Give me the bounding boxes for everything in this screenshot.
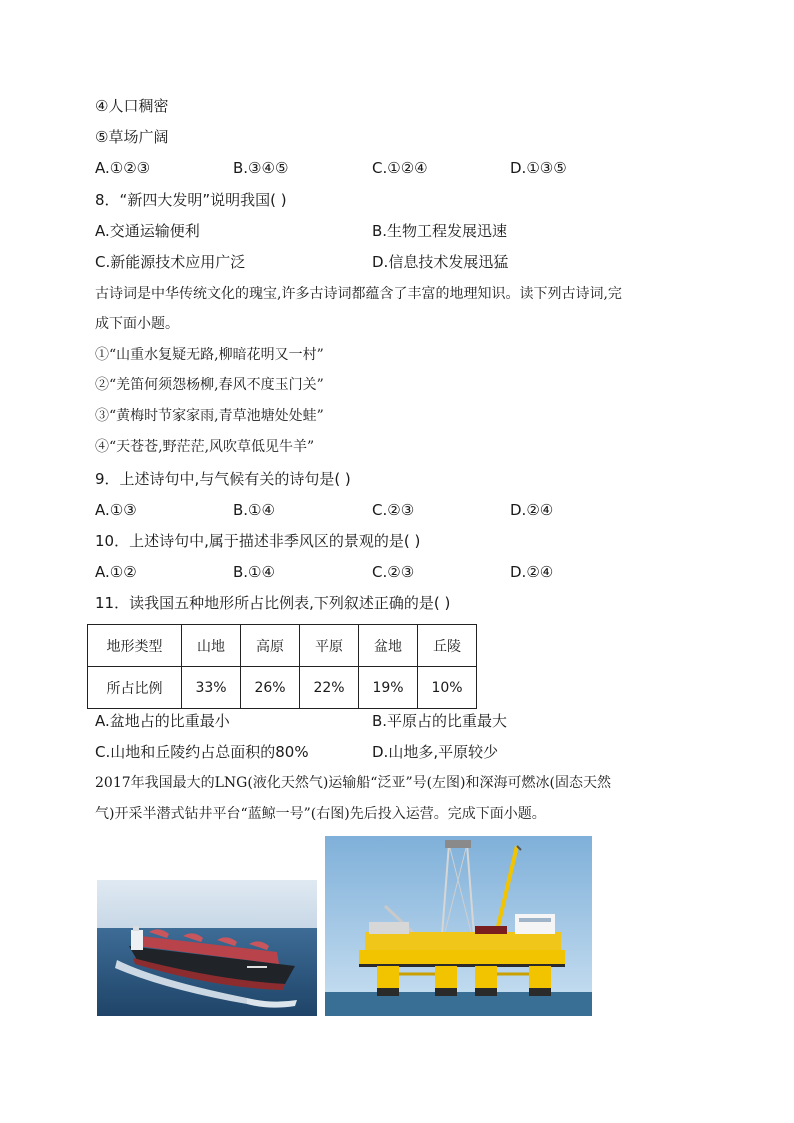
table-row [88, 667, 477, 709]
terrain-ratio-table [87, 624, 477, 709]
q8-option-c: C.新能源技术应用广泛 [95, 253, 246, 271]
q9-option-c: C.②③ [372, 501, 415, 519]
q10-option-b: B.①④ [233, 563, 275, 581]
table-cell: 盆地 [359, 625, 418, 667]
q11-option-d: D.山地多,平原较少 [372, 743, 499, 761]
q9-option-d: D.②④ [510, 501, 554, 519]
table-cell: 山地 [182, 625, 241, 667]
q8-option-a: A.交通运输便利 [95, 222, 200, 240]
q8-stem: 8．“新四大发明”说明我国( ) [95, 191, 287, 209]
q7-option-b: B.③④⑤ [233, 159, 289, 177]
table-cell: 10% [418, 667, 477, 709]
poem-1: ①“山重水复疑无路,柳暗花明又一村” [95, 347, 324, 363]
table-cell: 19% [359, 667, 418, 709]
q10-stem: 10．上述诗句中,属于描述非季风区的景观的是( ) [95, 532, 421, 550]
q7-option-d: D.①③⑤ [510, 159, 567, 177]
table-cell: 33% [182, 667, 241, 709]
q10-option-a: A.①② [95, 563, 137, 581]
q7-option-a: A.①②③ [95, 159, 151, 177]
table-cell: 22% [300, 667, 359, 709]
q7-item-5: ⑤草场广阔 [95, 128, 169, 146]
ship-illustration [97, 880, 317, 1016]
lng-intro-line2: 气)开采半潜式钻井平台“蓝鲸一号”(右图)先后投入运营。完成下面小题。 [95, 806, 546, 822]
poem-intro-line2: 成下面小题。 [95, 316, 179, 332]
lng-intro-line1: 2017年我国最大的LNG(液化天然气)运输船“泛亚”号(左图)和深海可燃冰(固态天然 [95, 775, 611, 791]
q11-stem: 11．读我国五种地形所占比例表,下列叙述正确的是( ) [95, 594, 451, 612]
q10-option-d: D.②④ [510, 563, 554, 581]
q9-option-b: B.①④ [233, 501, 275, 519]
poem-3: ③“黄梅时节家家雨,青草池塘处处蛙” [95, 408, 324, 424]
table-header-cell: 所占比例 [88, 667, 182, 709]
table-header-cell: 地形类型 [88, 625, 182, 667]
q10-option-c: C.②③ [372, 563, 415, 581]
q8-option-b: B.生物工程发展迅速 [372, 222, 508, 240]
q11-option-b: B.平原占的比重最大 [372, 712, 508, 730]
q11-option-c: C.山地和丘陵约占总面积的80% [95, 743, 309, 761]
q8-option-d: D.信息技术发展迅猛 [372, 253, 509, 271]
q11-option-a: A.盆地占的比重最小 [95, 712, 230, 730]
table-row [88, 625, 477, 667]
table-cell: 平原 [300, 625, 359, 667]
drilling-platform-image [325, 836, 592, 1016]
table-cell: 丘陵 [418, 625, 477, 667]
poem-2: ②“羌笛何须怨杨柳,春风不度玉门关” [95, 377, 324, 393]
q7-option-c: C.①②④ [372, 159, 428, 177]
q7-item-4: ④人口稠密 [95, 97, 169, 115]
platform-illustration [325, 836, 592, 1016]
q9-stem: 9．上述诗句中,与气候有关的诗句是( ) [95, 470, 351, 488]
poem-4: ④“天苍苍,野茫茫,风吹草低见牛羊” [95, 439, 315, 455]
table-cell: 26% [241, 667, 300, 709]
poem-intro-line1: 古诗词是中华传统文化的瑰宝,许多古诗词都蕴含了丰富的地理知识。读下列古诗词,完 [95, 286, 622, 302]
lng-carrier-ship-image [97, 880, 317, 1016]
table-cell: 高原 [241, 625, 300, 667]
q9-option-a: A.①③ [95, 501, 137, 519]
